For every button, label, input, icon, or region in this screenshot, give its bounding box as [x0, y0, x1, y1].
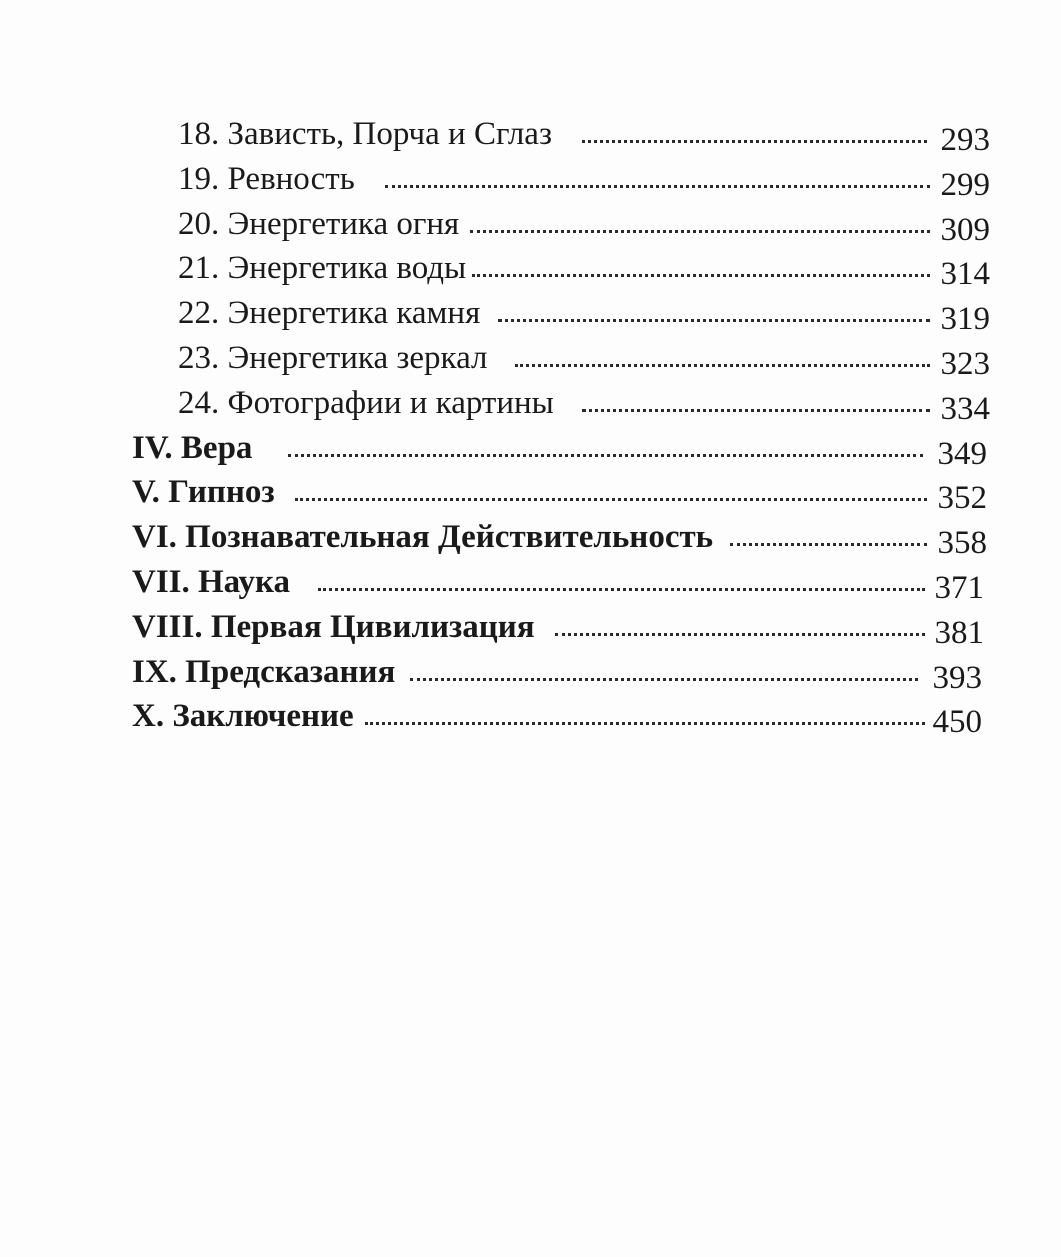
toc-entry-title: 24. Фотографии и картины: [178, 384, 554, 421]
dot-leader: [582, 140, 927, 143]
toc-entry: [0, 200, 1061, 248]
toc-entry-page: 349: [937, 435, 987, 472]
toc-entry-page: 293: [940, 122, 990, 158]
dot-leader: [410, 678, 918, 681]
toc-entry-title: V. Гипноз: [132, 474, 275, 511]
toc-entry: [0, 244, 1061, 293]
toc-entry-title: VIII. Первая Цивилизация: [132, 608, 535, 645]
toc-entry-title: VI. Познавательная Действительность: [132, 519, 714, 556]
toc-entry-page: 352: [937, 480, 987, 517]
dot-leader: [385, 185, 930, 188]
toc-entry: [0, 110, 1061, 158]
dot-leader: [730, 543, 927, 546]
toc-entry: [0, 155, 1061, 203]
toc-entry-title: X. Заключение: [132, 698, 354, 735]
toc-entry: [0, 692, 1061, 741]
toc-entry-page: 450: [932, 704, 982, 741]
toc-entry-title: 21. Энергетика воды: [178, 250, 467, 287]
toc-entry: [0, 513, 1061, 562]
dot-leader: [582, 409, 930, 412]
toc-entry-page: 314: [940, 256, 990, 293]
toc-entry: [0, 558, 1061, 606]
toc-entry: [0, 603, 1061, 651]
dot-leader: [288, 454, 923, 457]
toc-entry-title: 22. Энергетика камня: [178, 295, 481, 332]
toc-entry: [0, 648, 1061, 696]
toc-entry-page: 299: [940, 166, 990, 203]
toc-entry: [0, 379, 1061, 427]
dot-leader: [470, 230, 930, 233]
table-of-contents: [0, 110, 1061, 741]
toc-entry-page: 381: [934, 614, 984, 651]
toc-entry-title: 19. Ревность: [178, 160, 355, 197]
toc-entry: [0, 424, 1061, 472]
dot-leader: [515, 364, 930, 367]
dot-leader: [498, 319, 930, 322]
toc-entry-page: 309: [940, 211, 990, 248]
dot-leader: [295, 498, 927, 501]
toc-entry: [0, 289, 1061, 338]
toc-entry-page: 393: [932, 659, 982, 696]
toc-entry: [0, 468, 1061, 517]
toc-entry: [0, 334, 1061, 382]
toc-entry-page: 358: [937, 525, 987, 562]
toc-entry-page: 371: [934, 569, 984, 606]
dot-leader: [472, 274, 930, 277]
dot-leader: [555, 633, 925, 636]
toc-entry-title: IV. Вера: [132, 429, 253, 466]
toc-entry-page: 334: [940, 390, 990, 427]
toc-entry-title: 20. Энергетика огня: [178, 205, 460, 242]
toc-entry-title: 18. Зависть, Порча и Сглаз: [178, 116, 552, 152]
toc-entry-title: VII. Наука: [132, 563, 291, 600]
toc-entry-title: IX. Предсказания: [132, 653, 396, 690]
dot-leader: [365, 722, 925, 725]
dot-leader: [318, 588, 925, 591]
toc-entry-page: 319: [940, 301, 990, 338]
toc-entry-page: 323: [940, 345, 990, 382]
toc-entry-title: 23. Энергетика зеркал: [178, 339, 488, 376]
